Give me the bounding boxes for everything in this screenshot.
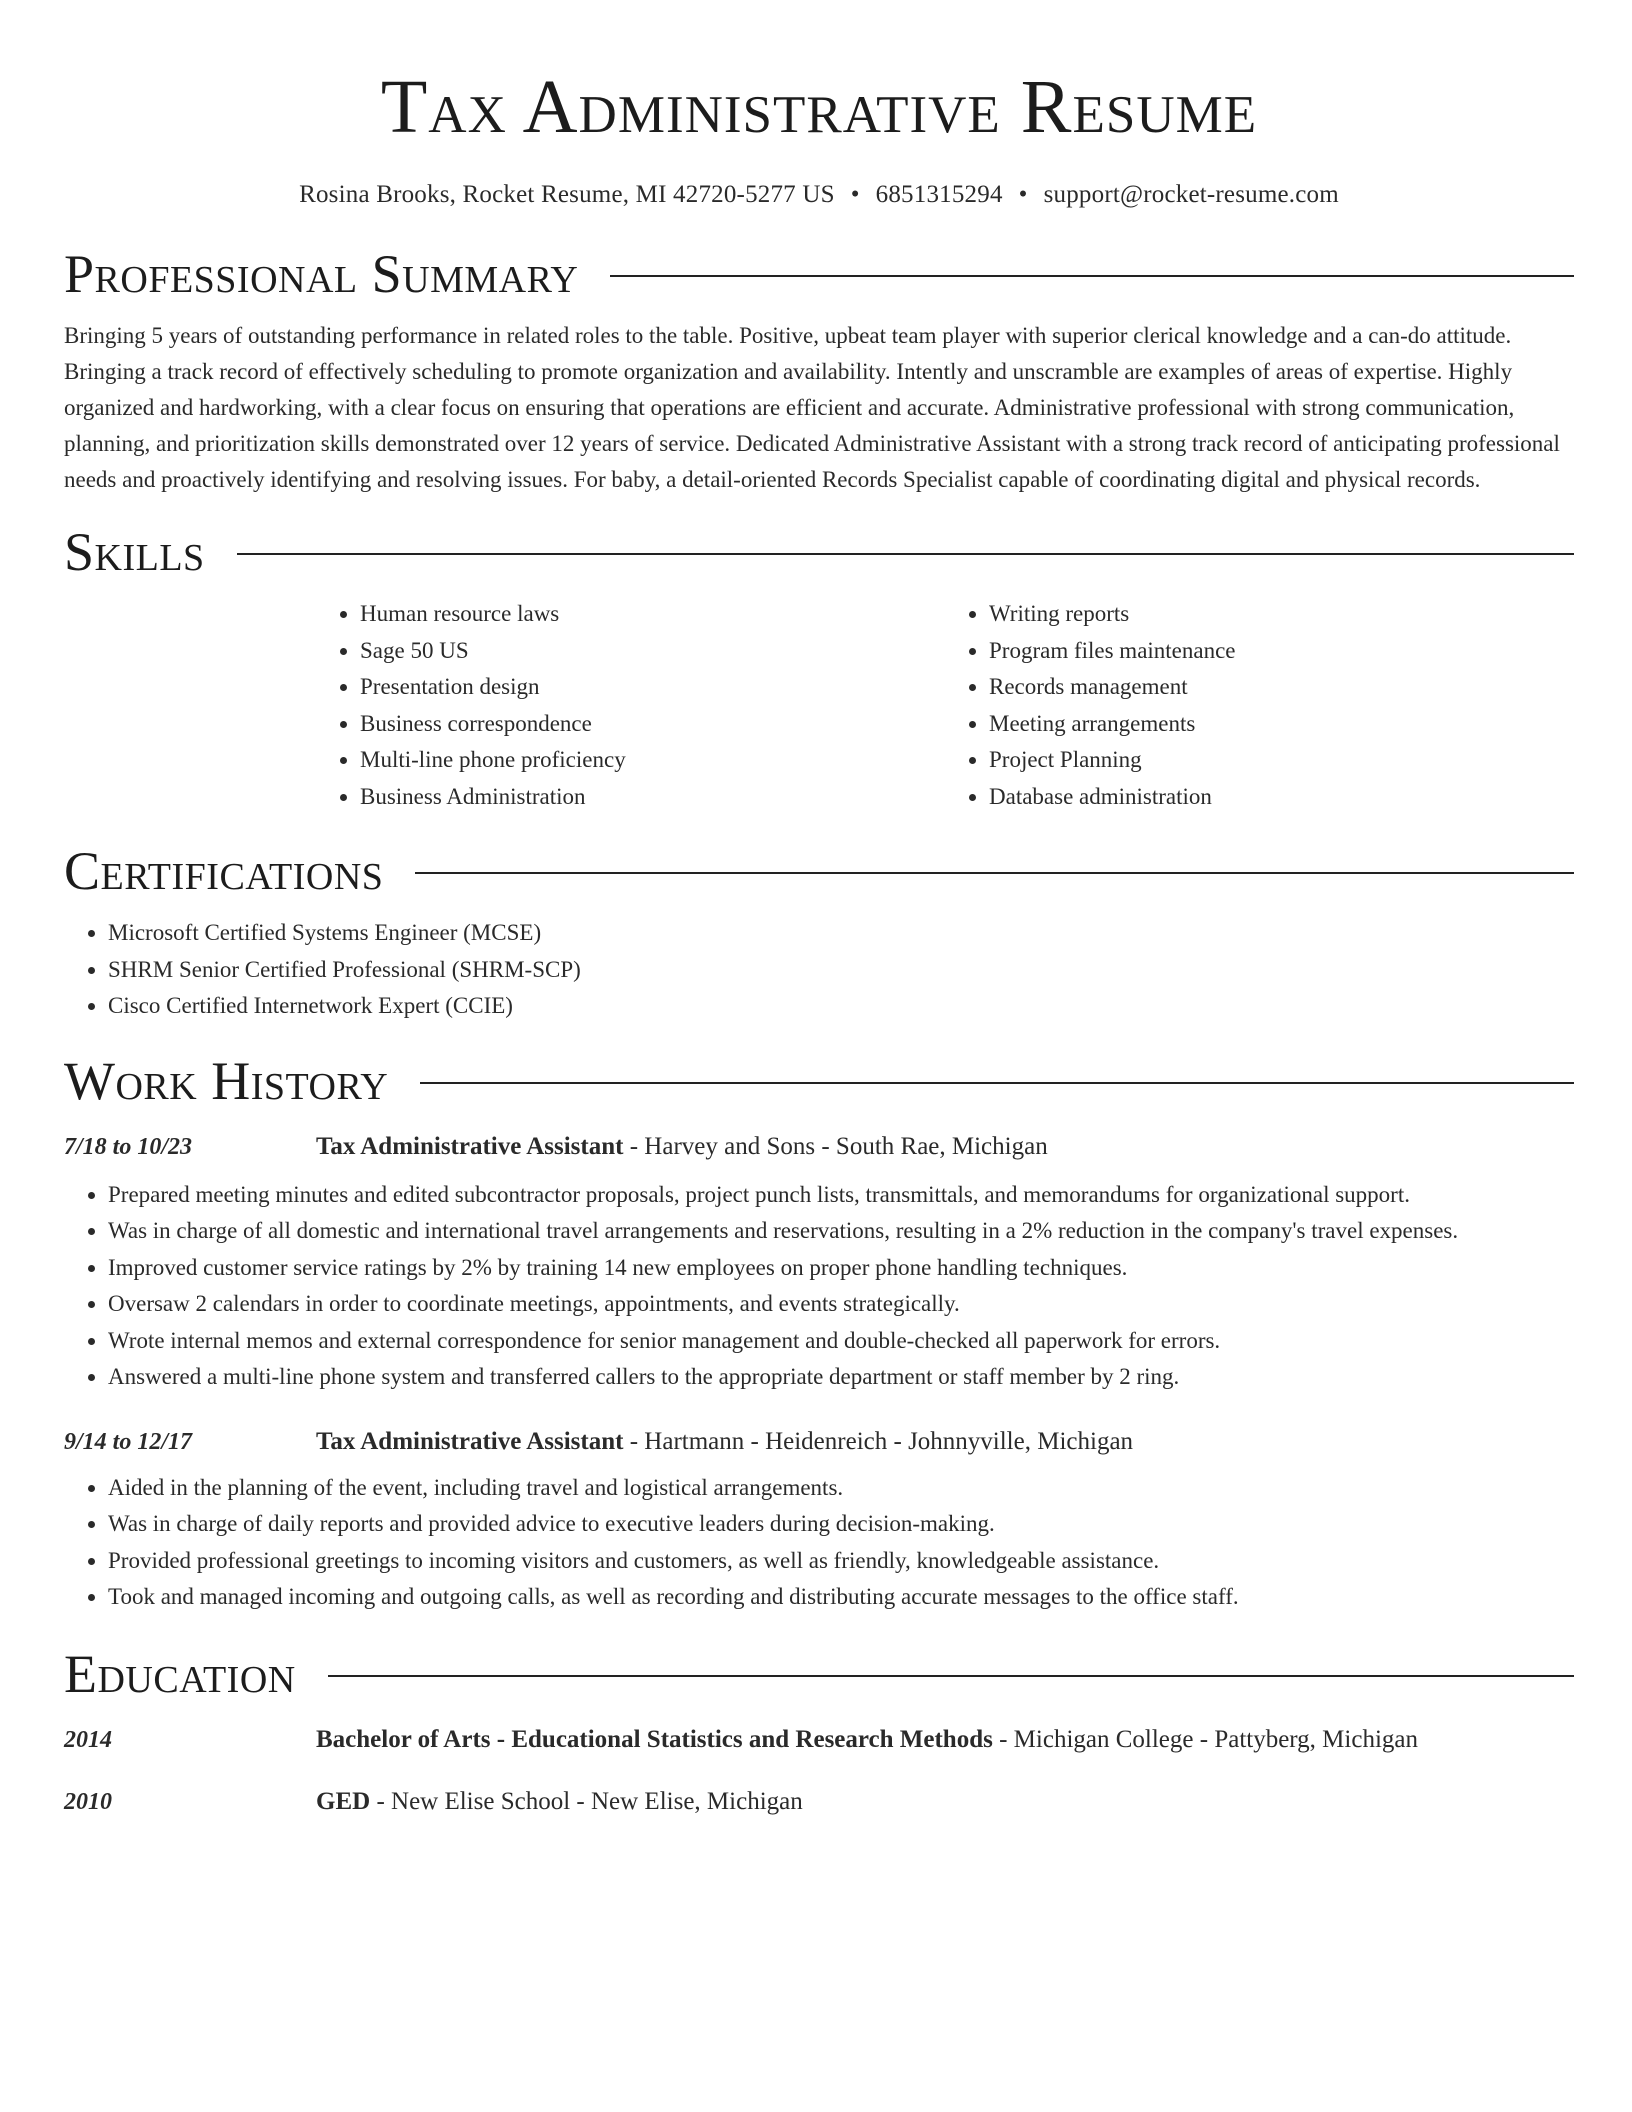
- skill-item: • Sage 50 US: [360, 633, 945, 670]
- education-section-header: [64, 1642, 1574, 1706]
- job-bullet: • Provided professional greetings to incoming visitors and customers, as well as friendly, knowledgeable assistance.: [108, 1543, 1574, 1580]
- job-bullet: • Wrote internal memos and external correspondence for senior management and double-checked all paperwork for errors.: [108, 1323, 1574, 1360]
- education-school: - Michigan College - Pattyberg, Michigan: [992, 1725, 1418, 1753]
- contact-address: Rosina Brooks, Rocket Resume, MI 42720-5277 US: [299, 181, 835, 208]
- section-heading-education: Education: [64, 1643, 296, 1704]
- resume-title: Tax Administrative Resume: [380, 65, 1258, 149]
- skill-item: • Database administration: [989, 779, 1574, 816]
- summary-text: Bringing 5 years of outstanding performance in related roles to the table. Positive, upbeat team player with superior clerical knowledge and a can-do attitude. Bringing a track record of effectively scheduling to promote organization and availability. Intently and unscramble are examples of areas of expertise. Highly organized and hardworking, with a clear focus on ensuring that operations are efficient and accurate. Administrative professional with strong communication, planning, and prioritization skills demonstrated over 12 years of service. Dedicated Administrative Assistant with a strong track record of anticipating professional needs and proactively identifying and resolving issues. For baby, a detail-oriented Records Specialist capable of coordinating digital and physical records.: [64, 323, 1560, 492]
- section-heading-certifications: Certifications: [64, 841, 384, 901]
- skill-item: • Business Administration: [360, 779, 945, 816]
- section-divider: [610, 275, 1574, 277]
- skill-item: • Meeting arrangements: [989, 706, 1574, 743]
- skills-list: [316, 596, 1574, 815]
- job-employer: - Harvey and Sons - South Rae, Michigan: [623, 1132, 1048, 1160]
- skills-column-left: [316, 596, 945, 815]
- job-bullets: [64, 1470, 1574, 1616]
- contact-phone: 6851315294: [875, 181, 1003, 208]
- job-bullet: • Oversaw 2 calendars in order to coordinate meetings, appointments, and events strategically.: [108, 1286, 1574, 1323]
- resume-page: [64, 0, 1574, 1816]
- certification-item: • Microsoft Certified Systems Engineer (MCSE): [108, 915, 1574, 952]
- skills-column-right: [945, 596, 1574, 815]
- education-year: 2014: [64, 1726, 112, 1753]
- education-degree: Bachelor of Arts - Educational Statistics and Research Methods: [316, 1725, 993, 1753]
- section-divider: [420, 1082, 1574, 1084]
- section-divider: [237, 553, 1574, 555]
- contact-email: support@rocket-resume.com: [1043, 181, 1339, 208]
- job-dates: 7/18 to 10/23: [64, 1133, 193, 1160]
- contact-separator: •: [1018, 181, 1028, 208]
- skill-item: • Records management: [989, 669, 1574, 706]
- education-heading: [316, 1788, 803, 1816]
- section-heading-skills: Skills: [64, 522, 205, 582]
- education-entry: [64, 1726, 1574, 1754]
- job-bullet: • Answered a multi-line phone system and transferred callers to the appropriate department or staff member by 2 ring.: [108, 1359, 1574, 1396]
- skill-item: • Multi-line phone proficiency: [360, 742, 945, 779]
- certifications-section-header: [64, 839, 1574, 903]
- certifications-list: [64, 915, 1574, 1025]
- education-year: 2010: [64, 1788, 112, 1815]
- job-bullet: • Was in charge of daily reports and provided advice to executive leaders during decision-making.: [108, 1506, 1574, 1543]
- contact-line: [64, 178, 1574, 212]
- job-heading: [316, 1428, 1133, 1456]
- skill-item: • Presentation design: [360, 669, 945, 706]
- section-divider: [328, 1675, 1574, 1677]
- skill-item: • Business correspondence: [360, 706, 945, 743]
- job-title: Tax Administrative Assistant: [316, 1132, 624, 1160]
- skill-item: • Writing reports: [989, 596, 1574, 633]
- skill-item: • Project Planning: [989, 742, 1574, 779]
- job-title: Tax Administrative Assistant: [316, 1427, 624, 1455]
- certification-item: • SHRM Senior Certified Professional (SHRM-SCP): [108, 952, 1574, 989]
- job-bullet: • Improved customer service ratings by 2% by training 14 new employees on proper phone handling techniques.: [108, 1250, 1574, 1287]
- job-dates: 9/14 to 12/17: [64, 1428, 193, 1455]
- job-entry: [64, 1133, 1574, 1161]
- skills-section-header: [64, 520, 1574, 584]
- education-entry: [64, 1788, 1574, 1816]
- skill-item: • Program files maintenance: [989, 633, 1574, 670]
- contact-separator: •: [850, 181, 860, 208]
- job-bullet: • Aided in the planning of the event, including travel and logistical arrangements.: [108, 1470, 1574, 1507]
- certification-item: • Cisco Certified Internetwork Expert (CCIE): [108, 988, 1574, 1025]
- skill-item: • Human resource laws: [360, 596, 945, 633]
- education-school: - New Elise School - New Elise, Michigan: [370, 1787, 803, 1815]
- job-bullet: • Prepared meeting minutes and edited subcontractor proposals, project punch lists, transmittals, and memorandums for organizational support.: [108, 1177, 1574, 1214]
- job-entry: [64, 1428, 1574, 1456]
- section-heading-work: Work History: [64, 1050, 389, 1111]
- education-heading: [316, 1726, 1418, 1754]
- job-employer: - Hartmann - Heidenreich - Johnnyville, Michigan: [623, 1427, 1134, 1455]
- section-divider: [415, 872, 1574, 874]
- job-heading: [316, 1133, 1048, 1161]
- section-heading-summary: Professional Summary: [64, 244, 579, 304]
- job-bullets: [64, 1177, 1574, 1396]
- work-section-header: [64, 1049, 1574, 1113]
- job-bullet: • Was in charge of all domestic and international travel arrangements and reservations, resulting in a 2% reduction in the company's travel expenses.: [108, 1213, 1574, 1250]
- job-bullet: • Took and managed incoming and outgoing calls, as well as recording and distributing accurate messages to the office staff.: [108, 1579, 1574, 1616]
- summary-section-header: [64, 242, 1574, 306]
- education-degree: GED: [316, 1787, 371, 1815]
